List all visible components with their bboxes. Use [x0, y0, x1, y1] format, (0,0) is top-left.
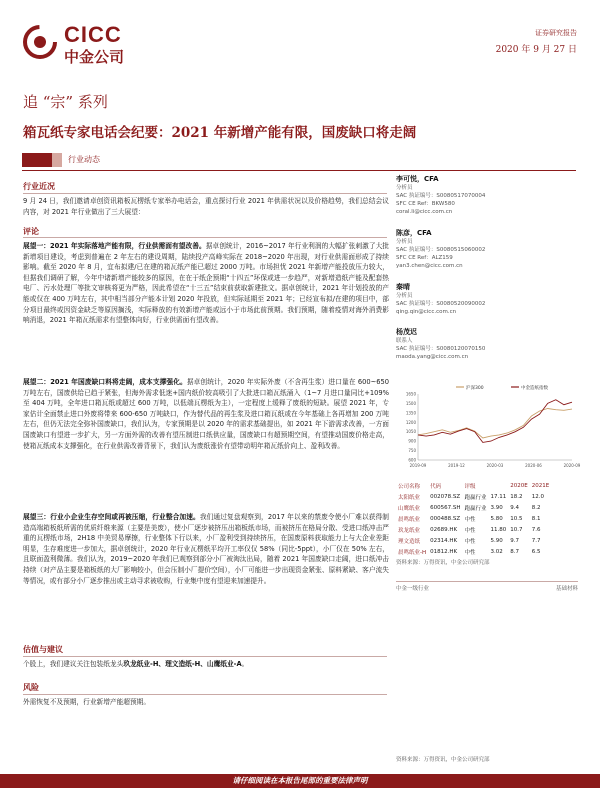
related-industry	[396, 581, 578, 593]
table-cell: 3.90	[490, 504, 503, 511]
x-tick-label: 2020-09	[563, 463, 581, 468]
table-header-row	[396, 480, 551, 491]
table-header	[489, 480, 509, 491]
table-cell: 02689.HK	[430, 526, 458, 533]
logo-text-cn: 中金公司	[64, 48, 125, 66]
table-row	[396, 491, 551, 502]
performance-chart	[396, 380, 581, 476]
risk-paragraph: 外需恢复不及预期，行业新增产能超预期。	[23, 698, 151, 706]
analyst-license: SAC 执证编号：S0080515060002	[396, 247, 486, 253]
table-header: 公司名称	[398, 483, 421, 490]
table-cell: 9.4	[510, 504, 520, 511]
table-row	[396, 546, 551, 557]
analyst-list	[396, 174, 578, 372]
analyst-sfc: SFC CE Ref：ALZ159	[396, 255, 453, 261]
outlook-2-paragraph	[23, 377, 389, 509]
footer-disclaimer[interactable]: 请仔细阅读在本报告尾部的重要法律声明	[232, 776, 368, 785]
table-cell: 600567.SH	[430, 504, 461, 511]
table-header: 2021E	[531, 482, 550, 489]
analyst-name: 秦晴	[396, 283, 410, 291]
table-header: 评级	[464, 483, 476, 490]
y-tick-label: 1050	[405, 429, 416, 435]
table-cell: 7.6	[531, 526, 541, 533]
x-tick-label: 2020-06	[525, 463, 542, 468]
tag-block-light	[52, 153, 62, 167]
table-row	[396, 513, 551, 524]
table-cell: 02314.HK	[430, 537, 458, 544]
table-cell: 6.5	[531, 548, 541, 555]
analyst-email[interactable]: qing.qin@cicc.com.cn	[396, 309, 457, 315]
table-cell: 晨鸣纸业	[398, 516, 421, 523]
outlook-2-text: 据卓创统计，2020 年实际外废（不含再生浆）进口量在 600~650 万吨左右，国废供给已趋于紧张，但海外需求低迷+国内纸价较高吸引了大批进口箱瓦纸涌入（1~7 月进口量同比+109%至 404 万吨，全年进口箱瓦纸或超过 600 万吨，以低端瓦楞纸为主），一定程度上缓释了废纸的短缺。展望 2021 年，专家估计全面禁止进口外废将带来 600-650 万吨缺口，作为替代品的再生浆及进口箱瓦纸或在今年基础上各再增加 200 万吨左右，但仍无法完全弥补国废缺口，我们认为，专家预期是以 2020 年的需求基础提出，如 2021 年下游需求改善，一方面国废缺口有望进一步扩大，另一方面外需的改善有望压制进口纸供应量，国废缺口有超预期空间，有望推动国废价格走高，使箱瓦纸成本支撑强化，在行业供需改善背景下，我们认为废纸涨价有望带动明年箱瓦纸价向上、盈利改善。	[23, 378, 389, 450]
x-tick-label: 2020-03	[486, 463, 504, 468]
analyst-name: 杨茂迟	[396, 328, 417, 336]
y-tick-label: 1200	[405, 419, 416, 425]
analyst-email[interactable]: yan3.chen@cicc.com.cn	[396, 263, 463, 269]
tag-label: 行业动态	[68, 155, 100, 164]
analyst-role: 联系人	[396, 338, 413, 344]
table-cell: 01812.HK	[430, 548, 458, 555]
y-tick-label: 600	[408, 457, 416, 463]
table-cell: 18.2	[510, 493, 523, 500]
related-label: 中金一级行业	[396, 586, 430, 592]
analyst-email[interactable]: coral.li@cicc.com.cn	[396, 209, 453, 215]
analyst-name: 李可悦，CFA	[396, 175, 439, 183]
x-tick-label: 2019-12	[448, 463, 465, 468]
outlook-3-paragraph	[23, 512, 389, 624]
valuation-table	[396, 480, 551, 557]
series-line-0	[418, 409, 572, 439]
section-comment-heading: 评论	[23, 227, 39, 236]
report-date: 2020 年 9 月 27 日	[495, 45, 577, 55]
analyst-role: 分析员	[396, 293, 413, 299]
section-divider	[23, 193, 387, 194]
section-divider	[23, 694, 387, 695]
y-tick-label: 1500	[405, 400, 416, 406]
table-cell: 12.0	[531, 493, 544, 500]
legend-label: 沪深300	[466, 386, 484, 391]
analyst-license: SAC 执证编号：S0080520090002	[396, 301, 486, 307]
table-cell: 中性	[464, 527, 476, 534]
section-divider	[23, 656, 387, 657]
outlook-1-text: 据卓创统计，2016~2017 年行业利润的大幅扩张刺激了大批新增项目建设，考虑到普遍在 2 年左右的建设周期，陆续投产高峰实际在 2018~2020 年出现，对行业供需面形成了持续影响。截至 2020 年 8 月，宜布拟建/已在建的箱瓦纸产能已超过 2000 万吨。市场担忧 2021 年新增产能投放压力较大，但据我们调研了解，今年中诸新增产能较多的原因，在在于纸企预期“十四五”环保或进一步趋严，对新增造纸产能及配套热电厂、污水处理厂等批文审核将更为严格，因此希望在“十三五”结束前获取新建批文。据卓创统计，2021 年计划投放的产能或仅在 400 万吨左右，其中相当部分产能本计划 2020 年投放，但实际延期至 2021 年；已经宣布拟/在建的项目中，部分项目最终或因资金缺乏等原因搁浅，实际释放的有效新增产能或远小于市场此前预期。我们预期，随着疫情对海外消费影响消退，2021 年箱瓦纸需求有望整体向好，行业供需面有望改善。	[23, 242, 389, 325]
related-value: 基础材料	[555, 586, 578, 592]
outlook-3-heading: 展望三：行业小企业生存空间或再被压缩，行业整合加速。	[23, 513, 200, 521]
outlook-1-paragraph	[23, 241, 389, 373]
analyst-name: 陈彦，CFA	[396, 229, 432, 237]
logo-text-en: CICC	[64, 22, 122, 47]
analyst-email[interactable]: maoda.yang@cicc.com.cn	[396, 354, 469, 360]
table-header: 2020E	[510, 482, 528, 489]
analyst-role: 分析员	[396, 239, 413, 245]
section-risk-heading: 风险	[23, 683, 39, 692]
analyst-role: 分析员	[396, 185, 413, 191]
section-valuation-heading: 估值与建议	[23, 645, 63, 654]
table-row	[396, 524, 551, 535]
valuation-suffix: 。	[241, 660, 249, 668]
analyst-sfc: SFC CE Ref：BKW580	[396, 201, 455, 207]
divider	[22, 170, 576, 171]
series-line-1	[418, 400, 572, 443]
cicc-logo-icon	[22, 24, 58, 60]
analyst-card	[396, 282, 578, 327]
y-tick-label: 750	[408, 448, 416, 454]
analyst-card	[396, 327, 578, 372]
chart-source: 资料来源：万得资讯，中金公司研究部	[396, 757, 490, 763]
series-title: 追 “宗” 系列	[23, 93, 108, 111]
outlook-1-heading: 展望一：2021 年实际落地产能有限，行业供需面有望改善。	[23, 242, 206, 250]
outlook-3-text: 我们通过复盘观察到，2017 年以来的禁废令使小厂难以获得制造高端箱板纸所需的优质纤维来源（主要是美废），使小厂逐步被挤压出箱板纸市场，而被挤压在格局分散、受进口纸冲击严重的瓦楞纸市场，2H18 中美贸易摩擦，行业整体下行以来，小厂盈利受到持续挤压，在国废原料获取能力上与大企业差距明显，生存难度进一步加大，据卓创统计，2020 年行业瓦楞纸平均开工率仅仅 58%（同比-5ppt），小厂仅在 50% 左右，且联面盈利微薄。我们认为，2019~2020 年我们已观察到部分小厂被淘汰出局，随着 2021 年国废缺口走阔，进口纸冲击持续（对产品主要是箱板纸的大厂影响较小，但会压制小厂提价空间），小厂可能进一步出现资金紧张、原料紧缺、客户流失等情况，或有部分小厂逐步推出或主动寻求被收购，行业集中度有望迎来加速提升。	[23, 513, 389, 585]
analyst-card	[396, 228, 578, 282]
table-cell: 跑赢行业	[464, 505, 487, 512]
table-cell: 11.80	[490, 526, 507, 533]
table-header: 代码	[430, 483, 442, 490]
analyst-license: SAC 执证编号：S0080517070004	[396, 193, 486, 199]
table-row	[396, 535, 551, 546]
table-cell: 山鹰纸业	[398, 505, 421, 512]
table-cell: 7.7	[531, 537, 541, 544]
table-cell: 中性	[464, 549, 476, 556]
table-cell: 晨鸣纸业-H	[398, 549, 427, 556]
table-row	[396, 502, 551, 513]
table-cell: 8.1	[531, 515, 541, 522]
table-cell: 002078.SZ	[430, 493, 461, 500]
valuation-table-wrap	[396, 480, 578, 593]
section-recent-heading: 行业近况	[23, 182, 55, 191]
valuation-stocks: 玖龙纸业-H、理文造纸-H、山鹰纸业-A	[123, 660, 242, 668]
table-cell: 10.7	[510, 526, 523, 533]
page-title: 箱瓦纸专家电话会纪要：2021 年新增产能有限，国废缺口将走阔	[23, 125, 417, 141]
table-cell: 太阳纸业	[398, 494, 421, 501]
table-cell: 中性	[464, 538, 476, 545]
table-cell: 17.11	[490, 493, 507, 500]
table-cell: 理文造纸	[398, 538, 421, 545]
table-cell: 9.7	[510, 537, 520, 544]
outlook-2-heading: 展望二：2021 年国废缺口料将走阔，成本支撑强化。	[23, 378, 187, 386]
recent-paragraph: 9 月 24 日，我们邀请卓创资讯箱板瓦楞纸专家举办电话会，重点探讨行业 2021 年供需状况以及价格趋势，我们总结会议内容，对 2021 年行业做出了三大展望：	[23, 197, 389, 216]
table-cell: 3.02	[490, 548, 503, 555]
y-tick-label: 900	[408, 438, 416, 444]
table-cell: 10.5	[510, 515, 523, 522]
legend-label: 中金造纸指数	[521, 386, 548, 391]
analyst-license: SAC 执证编号：S0080120070150	[396, 346, 486, 352]
table-cell: 中性	[464, 516, 476, 523]
table-cell: 5.80	[490, 515, 503, 522]
valuation-prefix: 个股上，我们建议关注包装纸龙头	[23, 660, 124, 668]
valuation-paragraph	[23, 659, 389, 670]
y-tick-label: 1650	[405, 391, 416, 397]
table-source: 资料来源：万得资讯，中金公司研究部	[396, 560, 490, 566]
y-tick-label: 1350	[405, 410, 416, 416]
analyst-card	[396, 174, 578, 228]
table-cell: 玖龙纸业	[398, 527, 421, 534]
table-cell: 5.90	[490, 537, 503, 544]
table-cell: 8.2	[531, 504, 541, 511]
x-tick-label: 2019-09	[409, 463, 427, 468]
table-cell: 000488.SZ	[430, 515, 461, 522]
report-type: 证券研究报告	[535, 29, 577, 37]
table-cell: 8.7	[510, 548, 520, 555]
section-divider	[23, 237, 387, 238]
table-cell: 跑赢行业	[464, 494, 487, 501]
